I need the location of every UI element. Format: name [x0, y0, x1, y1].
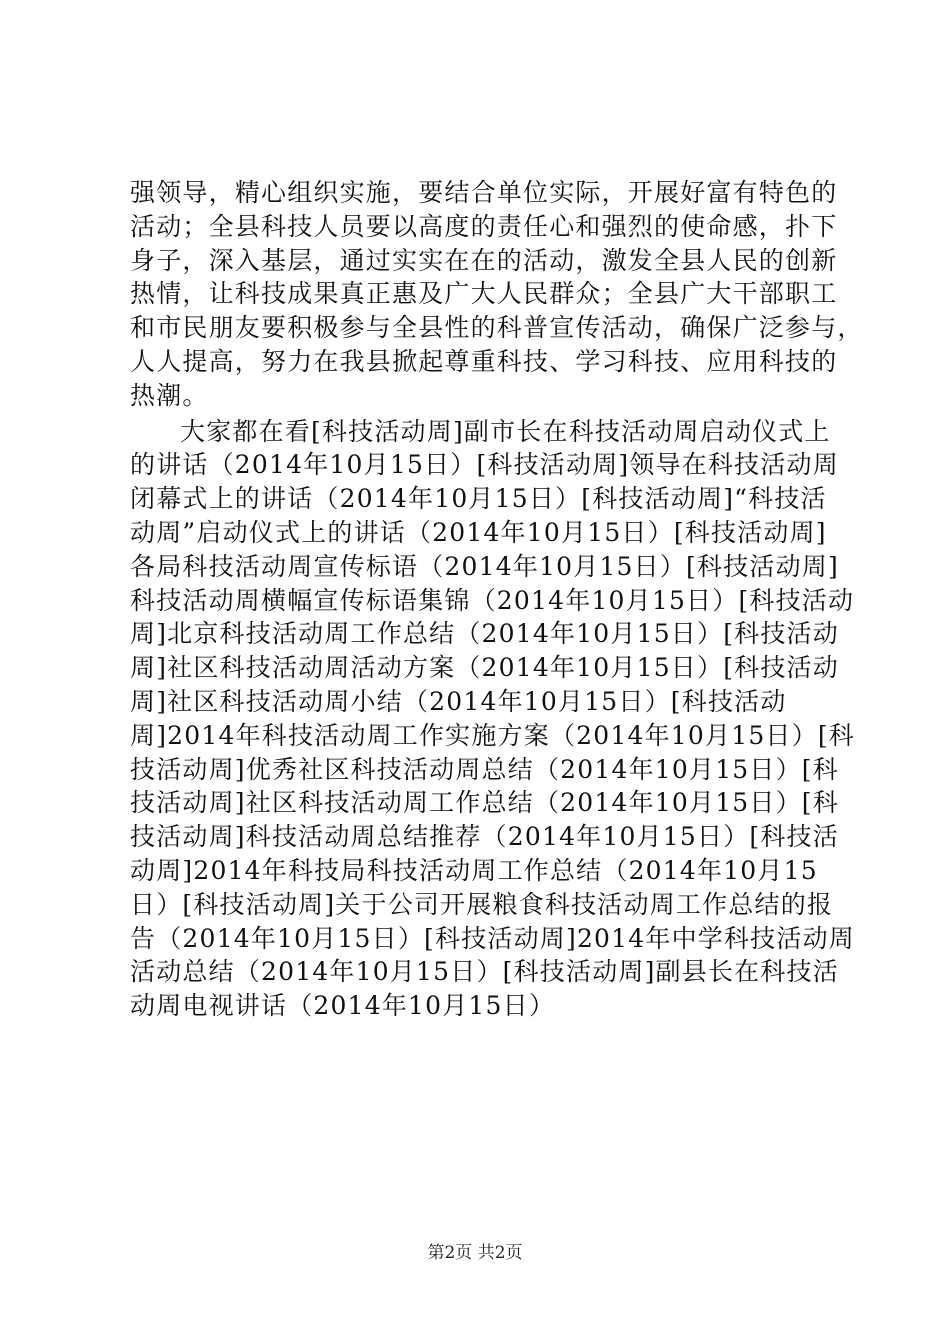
text-line: 活动；全县科技人员要以高度的责任心和强烈的使命感，扑下 — [130, 211, 838, 241]
text-line: 周]社区科技活动周活动方案（2014年10月15日）[科技活动 — [130, 653, 839, 683]
text-line: 闭幕式上的讲话（2014年10月15日）[科技活动周]“科技活 — [130, 484, 827, 514]
paragraph-2-related-links — [130, 415, 855, 1023]
text-line: 科技活动周横幅宣传标语集锦（2014年10月15日）[科技活动 — [130, 585, 855, 615]
paragraph-1 — [130, 176, 864, 413]
text-line: 人人提高，努力在我县掀起尊重科技、学习科技、应用科技的 — [130, 346, 838, 376]
text-line: 身子，深入基层，通过实实在在的活动，激发全县人民的创新 — [130, 245, 838, 275]
text-line: 和市民朋友要积极参与全县性的科普宣传活动，确保广泛参与， — [130, 313, 864, 343]
page-number: 第2页 共2页 — [427, 1243, 523, 1263]
text-line: 动周”启动仪式上的讲话（2014年10月15日）[科技活动周] — [130, 517, 827, 547]
text-line: 技活动周]科技活动周总结推荐（2014年10月15日）[科技活 — [130, 822, 839, 852]
text-line: 热潮。 — [130, 380, 209, 410]
text-line: 的讲话（2014年10月15日）[科技活动周]领导在科技活动周 — [130, 450, 839, 480]
text-line: 活动总结（2014年10月15日）[科技活动周]副县长在科技活 — [130, 957, 839, 987]
text-line: 技活动周]社区科技活动周工作总结（2014年10月15日）[科 — [130, 788, 839, 818]
text-line: 告（2014年10月15日）[科技活动周]2014年中学科技活动周 — [130, 923, 855, 953]
text-line: 强领导，精心组织实施，要结合单位实际，开展好富有特色的 — [130, 178, 838, 207]
text-line: 日）[科技活动周]关于公司开展粮食科技活动周工作总结的报 — [130, 889, 834, 919]
text-line: 周]2014年科技活动周工作实施方案（2014年10月15日）[科 — [130, 720, 855, 750]
text-line: 周]社区科技活动周小结（2014年10月15日）[科技活动 — [130, 686, 787, 716]
text-line: 大家都在看[科技活动周]副市长在科技活动周启动仪式上 — [180, 416, 831, 446]
page-footer — [0, 1242, 950, 1264]
text-line: 热情，让科技成果真正惠及广大人民群众；全县广大干部职工 — [130, 279, 838, 309]
text-line: 周]北京科技活动周工作总结（2014年10月15日）[科技活动 — [130, 619, 839, 649]
text-line: 技活动周]优秀社区科技活动周总结（2014年10月15日）[科 — [130, 754, 839, 784]
text-line: 各局科技活动周宣传标语（2014年10月15日）[科技活动周] — [130, 551, 839, 581]
text-line: 动周]2014年科技局科技活动周工作总结（2014年10月15 — [130, 855, 818, 885]
text-line: 动周电视讲话（2014年10月15日） — [130, 991, 556, 1021]
document-body — [130, 176, 864, 1023]
